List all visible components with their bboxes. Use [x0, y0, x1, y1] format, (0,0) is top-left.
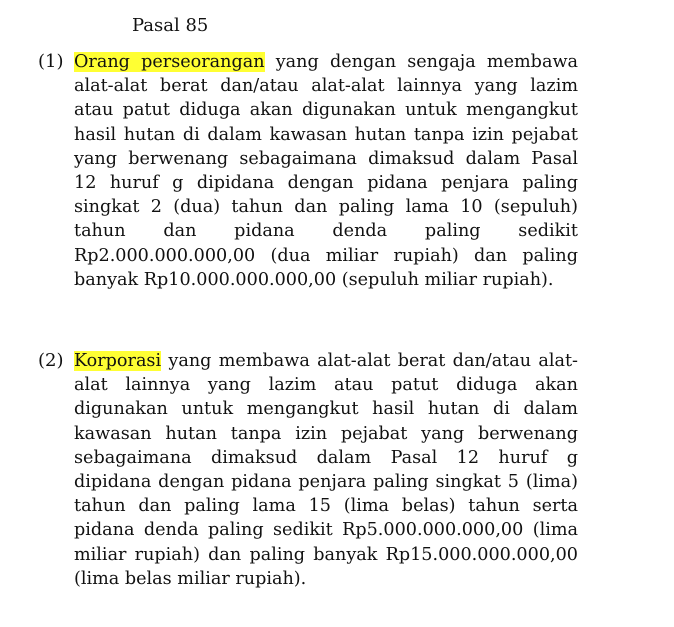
clause-2-body — [74, 349, 578, 591]
clause-1-number: (1) — [38, 51, 64, 72]
clause-1-body — [74, 50, 578, 292]
clause-2-text: yang membawa alat-alat berat dan/atau alat-alat lainnya yang lazim atau patut diduga akan digunakan untuk mengangkut hasil hutan di dalam kawasan hutan tanpa izin pejabat yang berwenang sebagaimana dimaksud dalam Pasal 12 huruf g dipidana dengan pidana penjara paling singkat 5 (lima) tahun dan paling lama 15 (lima belas) tahun serta pidana denda paling sedikit Rp5.000.000.000,00 (lima miliar rupiah) dan paling banyak Rp15.000.000.000,00 (lima belas miliar rupiah). — [74, 351, 578, 589]
clause-1-text: yang dengan sengaja membawa alat-alat berat dan/atau alat-alat lainnya yang lazim atau patut diduga akan digunakan untuk mengangkut hasil hutan di dalam kawasan hutan tanpa izin pejabat yang berwenang sebagaimana dimaksud dalam Pasal 12 huruf g dipidana dengan pidana penjara paling singkat 2 (dua) tahun dan paling lama 10 (sepuluh) tahun dan pidana denda paling sedikit Rp2.000.000.000,00 (dua miliar rupiah) dan paling banyak Rp10.000.000.000,00 (sepuluh miliar rupiah). — [74, 52, 578, 290]
article-heading: Pasal 85 — [132, 15, 209, 36]
clause-2-highlight: Korporasi — [74, 351, 162, 371]
clause-2-number: (2) — [38, 350, 64, 371]
clause-1-highlight: Orang perseorangan — [74, 52, 265, 72]
